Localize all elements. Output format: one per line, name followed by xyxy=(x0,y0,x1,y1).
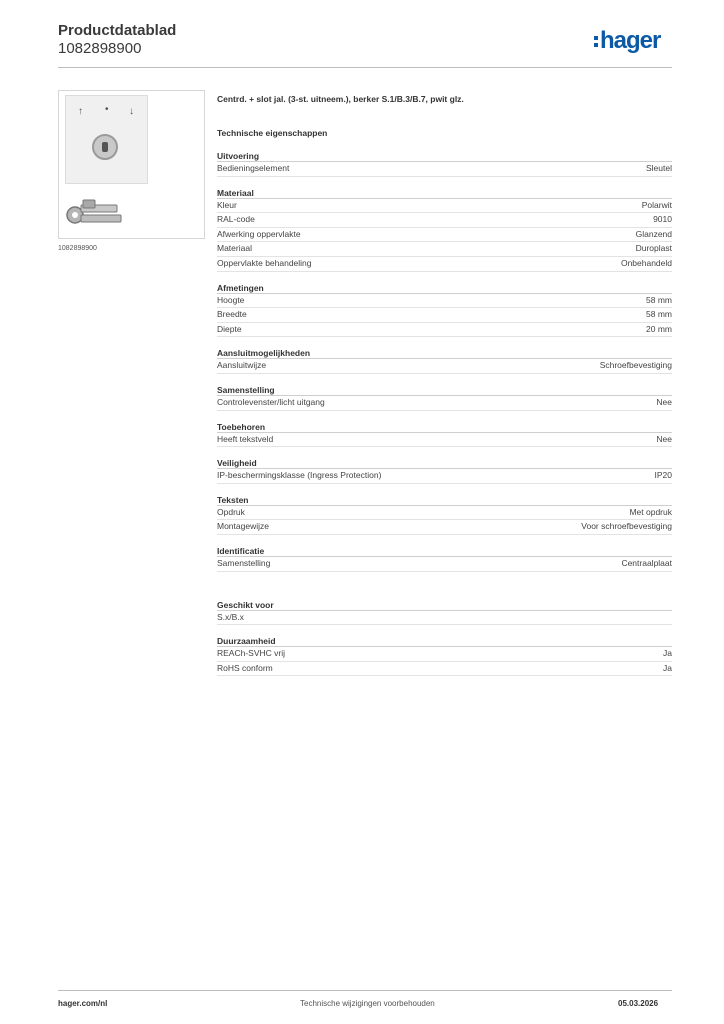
property-row xyxy=(217,433,672,448)
property-value: Sleutel xyxy=(646,163,672,173)
property-value: Met opdruk xyxy=(629,506,672,517)
property-label: Oppervlakte behandeling xyxy=(217,257,312,268)
property-row xyxy=(217,228,672,243)
property-label: RoHS conform xyxy=(217,662,273,673)
section-title: Afmetingen xyxy=(217,283,672,294)
key-lock-icon xyxy=(92,134,118,160)
property-label: REACh-SVHC vrij xyxy=(217,648,286,659)
property-value: Onbehandeld xyxy=(620,257,672,268)
property-value: Voor schroefbevestiging xyxy=(581,521,672,532)
dot-icon: • xyxy=(105,104,109,115)
property-value: Nee xyxy=(656,396,672,407)
section xyxy=(217,600,672,626)
section xyxy=(217,546,672,572)
section-title: Veiligheid xyxy=(217,458,672,469)
product-description: Centrd. + slot jal. (3-st. uitneem.), berker S.1/B.3/B.7, pwit glz. xyxy=(217,94,464,104)
property-row xyxy=(217,199,672,214)
arrow-down-icon: ↓ xyxy=(129,106,134,117)
section-title: Toebehoren xyxy=(217,422,672,433)
property-row xyxy=(217,557,672,572)
keys-icon xyxy=(63,195,129,233)
section xyxy=(217,188,672,272)
property-label: Hoogte xyxy=(217,294,245,305)
property-label: Heeft tekstveld xyxy=(217,433,274,444)
property-row xyxy=(217,469,672,484)
content xyxy=(217,94,672,676)
section-title: Teksten xyxy=(217,495,672,506)
section xyxy=(217,458,672,484)
property-label: S.x/B.x xyxy=(217,611,244,622)
property-label: Kleur xyxy=(217,199,237,210)
property-value: 9010 xyxy=(653,214,672,225)
section-title: Duurzaamheid xyxy=(217,636,672,647)
property-row xyxy=(217,242,672,257)
property-label: Afwerking oppervlakte xyxy=(217,228,301,239)
property-label: Montagewijze xyxy=(217,521,269,532)
page-title: Productdatablad xyxy=(58,22,177,39)
property-row xyxy=(217,359,672,374)
footer-divider xyxy=(58,990,672,991)
property-label: Aansluitwijze xyxy=(217,360,267,371)
section xyxy=(217,422,672,448)
section xyxy=(217,283,672,338)
property-value: Nee xyxy=(656,433,672,444)
property-value: Duroplast xyxy=(635,243,672,254)
property-row xyxy=(217,213,672,228)
section xyxy=(217,348,672,374)
property-row xyxy=(217,294,672,309)
property-row xyxy=(217,520,672,535)
property-label: Opdruk xyxy=(217,506,245,517)
property-label: Controlevenster/licht uitgang xyxy=(217,396,325,407)
product-number: 1082898900 xyxy=(58,40,142,57)
property-row xyxy=(217,308,672,323)
property-value: Schroefbevestiging xyxy=(599,360,672,371)
property-label: Bedieningselement xyxy=(217,163,290,173)
section xyxy=(217,495,672,535)
section-title: Materiaal xyxy=(217,188,672,199)
section xyxy=(217,151,672,177)
section xyxy=(217,385,672,411)
arrow-up-icon: ↑ xyxy=(78,106,83,117)
section-title: Identificatie xyxy=(217,546,672,557)
property-label: Samenstelling xyxy=(217,557,271,568)
properties-sections xyxy=(217,151,672,676)
property-value: 58 mm xyxy=(646,309,672,320)
technical-properties-title: Technische eigenschappen xyxy=(217,128,328,138)
section-title: Samenstelling xyxy=(217,385,672,396)
property-row xyxy=(217,647,672,662)
logo-dots-icon xyxy=(594,33,598,50)
property-value: Ja xyxy=(663,662,672,673)
section xyxy=(217,636,672,676)
property-row xyxy=(217,662,672,677)
property-row xyxy=(217,257,672,272)
property-value: 20 mm xyxy=(646,323,672,334)
section-title: Uitvoering xyxy=(217,151,672,162)
property-label: RAL-code xyxy=(217,214,255,225)
property-value: Ja xyxy=(663,648,672,659)
property-value: 58 mm xyxy=(646,294,672,305)
property-row xyxy=(217,506,672,521)
section-title: Aansluitmogelijkheden xyxy=(217,348,672,359)
property-label: Breedte xyxy=(217,309,247,320)
property-label: Materiaal xyxy=(217,243,252,254)
header-divider xyxy=(58,67,672,68)
product-image xyxy=(58,90,205,239)
hager-logo xyxy=(594,27,660,55)
cover-plate xyxy=(65,95,148,184)
property-row xyxy=(217,323,672,338)
property-label: Diepte xyxy=(217,323,242,334)
property-value: Centraalplaat xyxy=(621,557,672,568)
property-value: Glanzend xyxy=(635,228,672,239)
footer-website[interactable]: hager.com/nl xyxy=(58,999,108,1008)
property-row xyxy=(217,396,672,411)
product-image-caption: 1082898900 xyxy=(58,245,97,252)
property-row xyxy=(217,162,672,177)
property-value: Polarwit xyxy=(641,199,672,210)
property-label: IP-beschermingsklasse (Ingress Protection) xyxy=(217,470,382,481)
footer-notice: Technische wijzigingen voorbehouden xyxy=(300,999,435,1008)
property-value: IP20 xyxy=(654,470,672,481)
property-row xyxy=(217,611,672,626)
footer-date: 05.03.2026 xyxy=(618,999,659,1008)
logo-text: hager xyxy=(600,27,661,54)
section-title: Geschikt voor xyxy=(217,600,672,611)
